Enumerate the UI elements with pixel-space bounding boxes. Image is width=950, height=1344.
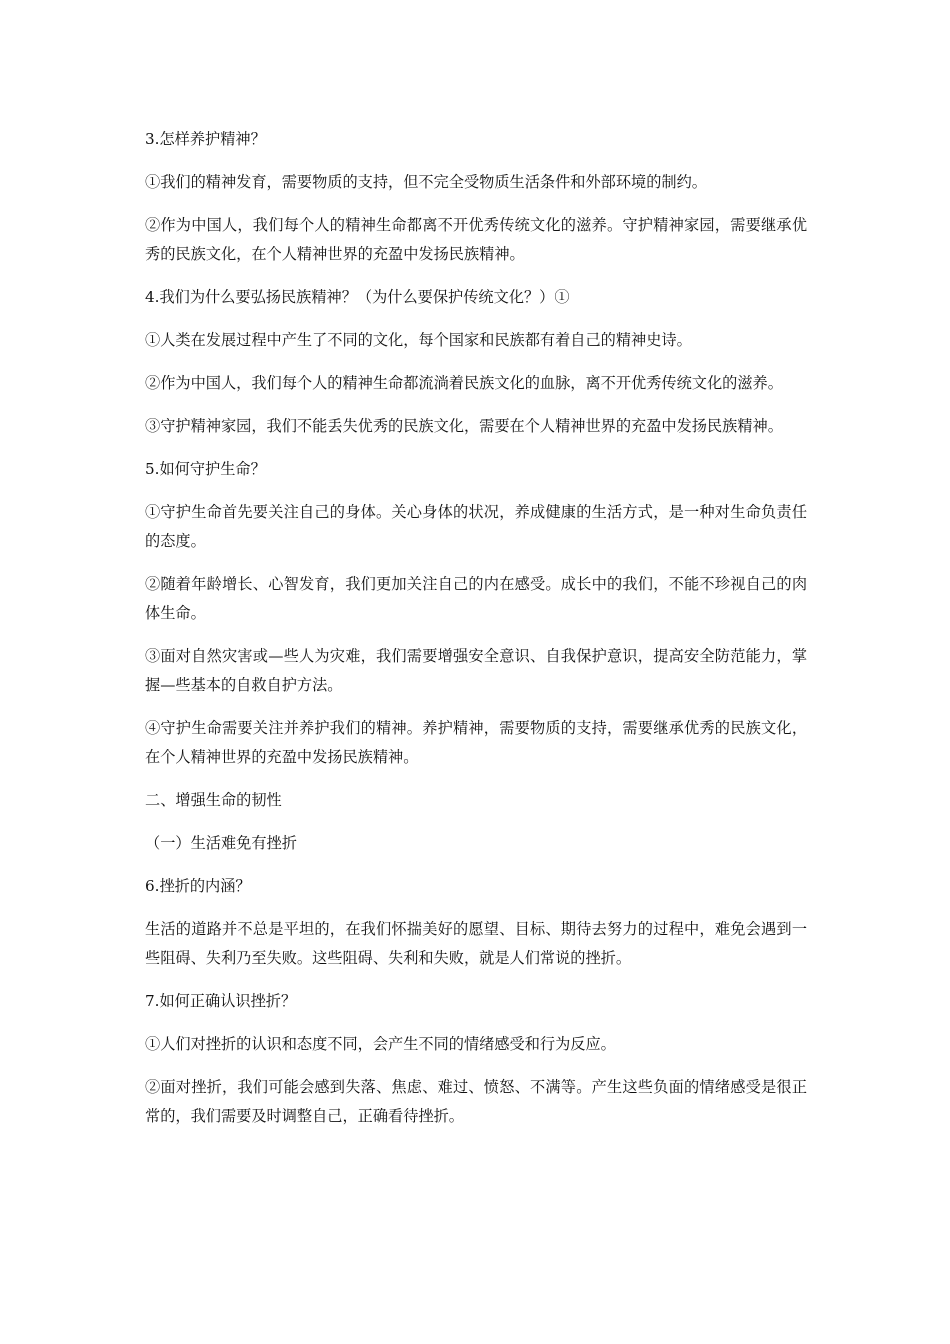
answer-item: ②作为中国人，我们每个人的精神生命都离不开优秀传统文化的滋养。守护精神家园，需要继承优秀的民族文化，在个人精神世界的充盈中发扬民族精神。 xyxy=(145,216,807,263)
subsection-heading: （一）生活难免有挫折 xyxy=(145,834,297,852)
section-heading: 二、增强生命的韧性 xyxy=(145,791,282,809)
question-heading-3: 3.怎样养护精神？ xyxy=(145,130,266,148)
answer-item: ②作为中国人，我们每个人的精神生命都流淌着民族文化的血脉，离不开优秀传统文化的滋养。 xyxy=(145,374,783,392)
answer-item: ②面对挫折，我们可能会感到失落、焦虑、难过、愤怒、不满等。产生这些负面的情绪感受是很正常的，我们需要及时调整自己，正确看待挫折。 xyxy=(145,1078,807,1125)
answer-item: ①我们的精神发育，需要物质的支持，但不完全受物质生活条件和外部环境的制约。 xyxy=(145,173,707,191)
answer-item: ①守护生命首先要关注自己的身体。关心身体的状况，养成健康的生活方式，是一种对生命负责任的态度。 xyxy=(145,503,807,550)
answer-item: ④守护生命需要关注并养护我们的精神。养护精神，需要物质的支持，需要继承优秀的民族文化，在个人精神世界的充盈中发扬民族精神。 xyxy=(145,719,807,766)
question-heading-6: 6.挫折的内涵？ xyxy=(145,877,251,895)
question-heading-5: 5.如何守护生命？ xyxy=(145,460,266,478)
question-heading-4: 4.我们为什么要弘扬民族精神？（为什么要保护传统文化？）① xyxy=(145,288,570,306)
question-heading-7: 7.如何正确认识挫折？ xyxy=(145,992,297,1010)
answer-item: ①人类在发展过程中产生了不同的文化，每个国家和民族都有着自己的精神史诗。 xyxy=(145,331,692,349)
answer-item: ①人们对挫折的认识和态度不同，会产生不同的情绪感受和行为反应。 xyxy=(145,1035,616,1053)
answer-item: 生活的道路并不总是平坦的，在我们怀揣美好的愿望、目标、期待去努力的过程中，难免会遇到一些阻碍、失利乃至失败。这些阻碍、失利和失败，就是人们常说的挫折。 xyxy=(145,920,807,967)
answer-item: ②随着年龄增长、心智发育，我们更加关注自己的内在感受。成长中的我们，不能不珍视自己的肉体生命。 xyxy=(145,575,807,622)
document-body xyxy=(145,125,807,1145)
answer-item: ③守护精神家园，我们不能丢失优秀的民族文化，需要在个人精神世界的充盈中发扬民族精神。 xyxy=(145,417,783,435)
answer-item: ③面对自然灾害或—些人为灾难，我们需要增强安全意识、自我保护意识，提高安全防范能力，掌握—些基本的自救自护方法。 xyxy=(145,647,807,694)
